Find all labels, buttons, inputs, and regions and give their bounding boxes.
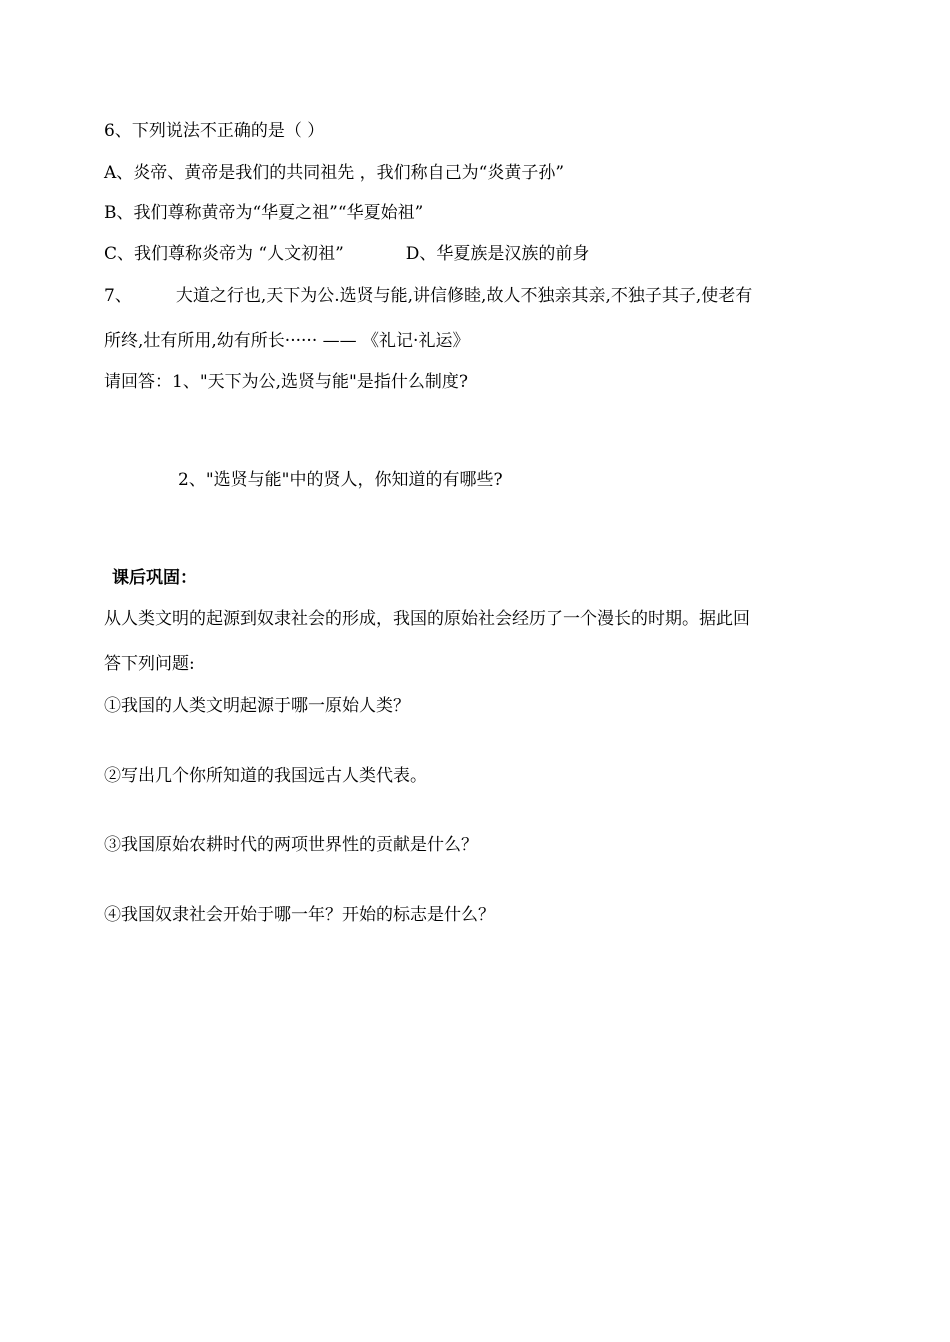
review-question: ③我国原始农耕时代的两项世界性的贡献是什么？ xyxy=(104,835,478,855)
review-question: ①我国的人类文明起源于哪一原始人类？ xyxy=(104,696,410,716)
q7-sub2: 2、"选贤与能"中的贤人，你知道的有哪些? xyxy=(178,470,503,490)
review-heading: 课后巩固： xyxy=(112,568,197,588)
q7-quote-line1: 大道之行也,天下为公.选贤与能,讲信修睦,故人不独亲其亲,不独子其子,使老有 xyxy=(175,286,753,306)
review-intro-line2: 答下列问题: xyxy=(104,654,195,674)
q7-quote-line1-row xyxy=(104,285,752,307)
q7-number: 7、 xyxy=(104,286,132,306)
q6-option-c-d-row xyxy=(104,243,589,265)
review-intro-line1: 从人类文明的起源到奴隶社会的形成，我国的原始社会经历了一个漫长的时期。据此回 xyxy=(104,609,750,629)
q7-quote-line2: 所终,壮有所用,幼有所长······ —— 《礼记·礼运》 xyxy=(104,331,470,351)
review-question: ④我国奴隶社会开始于哪一年？开始的标志是什么？ xyxy=(104,905,495,925)
q6-stem: 6、下列说法不正确的是（ ） xyxy=(104,121,325,141)
q6-option-a: A、炎帝、黄帝是我们的共同祖先 ，我们称自己为“炎黄子孙” xyxy=(104,163,565,183)
q7-sub1: 请回答：1、"天下为公,选贤与能"是指什么制度? xyxy=(104,372,468,392)
q6-option-b: B、我们尊称黄帝为“华夏之祖”“华夏始祖” xyxy=(104,203,424,223)
review-question: ②写出几个你所知道的我国远古人类代表。 xyxy=(104,766,427,786)
q6-option-d: D、华夏族是汉族的前身 xyxy=(405,244,590,264)
q6-option-c: C、我们尊称炎帝为 “人文初祖” xyxy=(104,244,344,264)
